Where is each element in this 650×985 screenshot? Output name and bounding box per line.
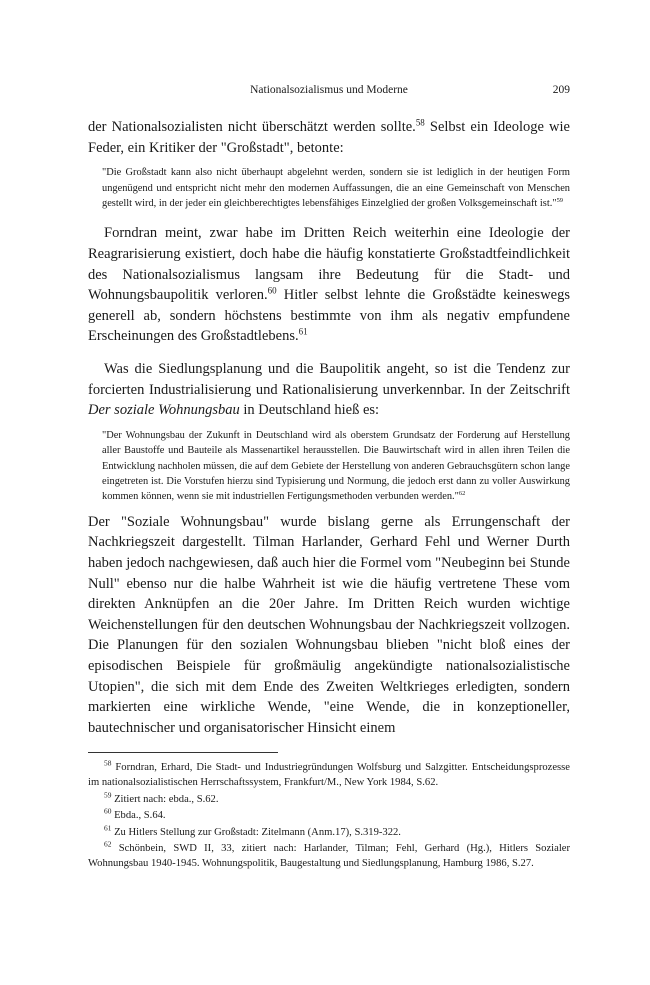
- running-title: Nationalsozialismus und Moderne: [250, 84, 408, 96]
- paragraph-2-text-b: Hitler selbst lehnte die Großstädte keineswegs generell ab, sondern höchstens bestimmte von ihm als negativ empfundene Erscheinungen des Großstadtlebens.: [88, 287, 570, 345]
- block-quote-2: [102, 428, 570, 505]
- paragraph-1-tail: Selbst ein Ideologe wie Feder, ein Kritiker der "Großstadt", betonte:: [88, 119, 570, 156]
- footnote-number: 58: [104, 758, 112, 768]
- footnote-number: 60: [104, 806, 112, 816]
- footnote-ref-59[interactable]: 59: [556, 197, 563, 205]
- footnote-62: [88, 841, 570, 872]
- footnote-ref-58[interactable]: 58: [415, 117, 425, 128]
- footnote-ref-62[interactable]: 62: [458, 490, 466, 498]
- footnote-60: [88, 808, 570, 823]
- block-quote-2-text: "Der Wohnungsbau der Zukunft in Deutschland wird als oberstem Grundsatz der Forderung auf Herstellung aller Baustoffe und Bauteile als Massenartikel herausstellen. Die Bauwirtschaft wird in allen ihren Teilen die Entwicklung nachholen müssen, die auf dem Gebiete der Herstellung von anderen Gebrauchsgütern schon lange eingetreten ist. Die Vorstufen hierzu sind Typisierung und Normung, die jedoch erst dann zu voller Auswirkung kommen können, wenn sie mit industriellen Fertigungsmethoden verbunden werden.": [102, 429, 570, 503]
- paragraph-2-text-a: Forndran meint, zwar habe im Dritten Reich weiterhin eine Ideologie der Reagrarisierung existiert, doch habe die häufig konstatierte Großstadtfeindlichkeit des Nationalsozialismus langsam ihre Bedeutung für die Stadt- und Wohnungsbaupolitik verloren.: [88, 225, 570, 304]
- footnote-number: 59: [104, 790, 112, 800]
- paragraph-1: [88, 117, 570, 158]
- main-text: [88, 117, 570, 738]
- footnote-text: Zu Hitlers Stellung zur Großstadt: Zitelmann (Anm.17), S.319-322.: [114, 826, 401, 838]
- footnote-ref-60[interactable]: 60: [267, 285, 277, 296]
- block-quote-1-text: "Die Großstadt kann also nicht überhaupt abgelehnt werden, sondern sie ist lediglich in der heutigen Form ungenügend und entspricht nicht mehr den modernen Auffassungen, die an eine Gemeinschaft von Menschen gestellt wird, in der jeder ein gleichberechtigtes lebensfähiges Einzelglied der großen Volksgemeinschaft ist.": [102, 167, 570, 209]
- footnote-text: Schönbein, SWD II, 33, zitiert nach: Harlander, Tilman; Fehl, Gerhard (Hg.), Hitlers Sozialer Wohnungsbau 1940-1945. Wohnungspolitik, Baugestaltung und Siedlungsplanung, Hamburg 1986, S.27.: [88, 843, 570, 870]
- block-quote-1: [102, 165, 570, 211]
- paragraph-3-text-a: Was die Siedlungsplanung und die Baupolitik angeht, so ist die Tendenz zur forcierten Industrialisierung und Rationalisierung unverkennbar. In der Zeitschrift: [88, 360, 570, 398]
- journal-title: Der soziale Wohnungsbau: [88, 402, 240, 419]
- paragraph-3-text-b: in Deutschland hieß es:: [239, 402, 380, 419]
- footnote-59: [88, 792, 570, 807]
- page-number: 209: [552, 84, 570, 96]
- footnote-ref-61[interactable]: 61: [298, 326, 308, 337]
- footnote-number: 61: [104, 823, 112, 833]
- footnote-text: Forndran, Erhard, Die Stadt- und Industriegründungen Wolfsburg und Salzgitter. Entscheidungsprozesse im nationalsozialistischen Herrschaftssystem, Frankfurt/M., New York 1984, S.62.: [88, 762, 570, 789]
- paragraph-2: [88, 223, 570, 347]
- footnote-number: 62: [104, 839, 112, 849]
- footnotes: [88, 760, 570, 873]
- footnote-text: Zitiert nach: ebda., S.62.: [114, 793, 219, 805]
- footnote-separator: [88, 752, 278, 753]
- paragraph-3: [88, 359, 570, 421]
- footnote-text: Ebda., S.64.: [114, 810, 166, 822]
- paragraph-1-text: der Nationalsozialisten nicht überschätzt werden sollte.: [88, 119, 416, 135]
- footnote-61: [88, 825, 570, 840]
- footnote-58: [88, 760, 570, 791]
- paragraph-4: Der "Soziale Wohnungsbau" wurde bislang gerne als Errungenschaft der Nachkriegszeit dargestellt. Tilman Harlander, Gerhard Fehl und Werner Durth haben jedoch nachgewiesen, daß auch hier die Formel vom "Neubeginn bei Stunde Null" ebenso nur die halbe Wahrheit ist wie die häufig vertretene These vom direkten Anknüpfen an die 20er Jahre. Im Dritten Reich wurden wichtige Weichenstellungen für den deutschen Wohnungsbau der Nachkriegszeit vollzogen. Die Planungen für den sozialen Wohnungsbau blieben "nicht bloß eines der episodischen Beispiele für großmäulig angekündigte nationalsozialistische Utopien", die sich mit dem Ende des Zweiten Weltkrieges erledigten, sondern markierten eine wirkliche Wende, "eine Wende, die in konzeptioneller, bautechnischer und organisatorischer Hinsicht einem: [88, 513, 570, 736]
